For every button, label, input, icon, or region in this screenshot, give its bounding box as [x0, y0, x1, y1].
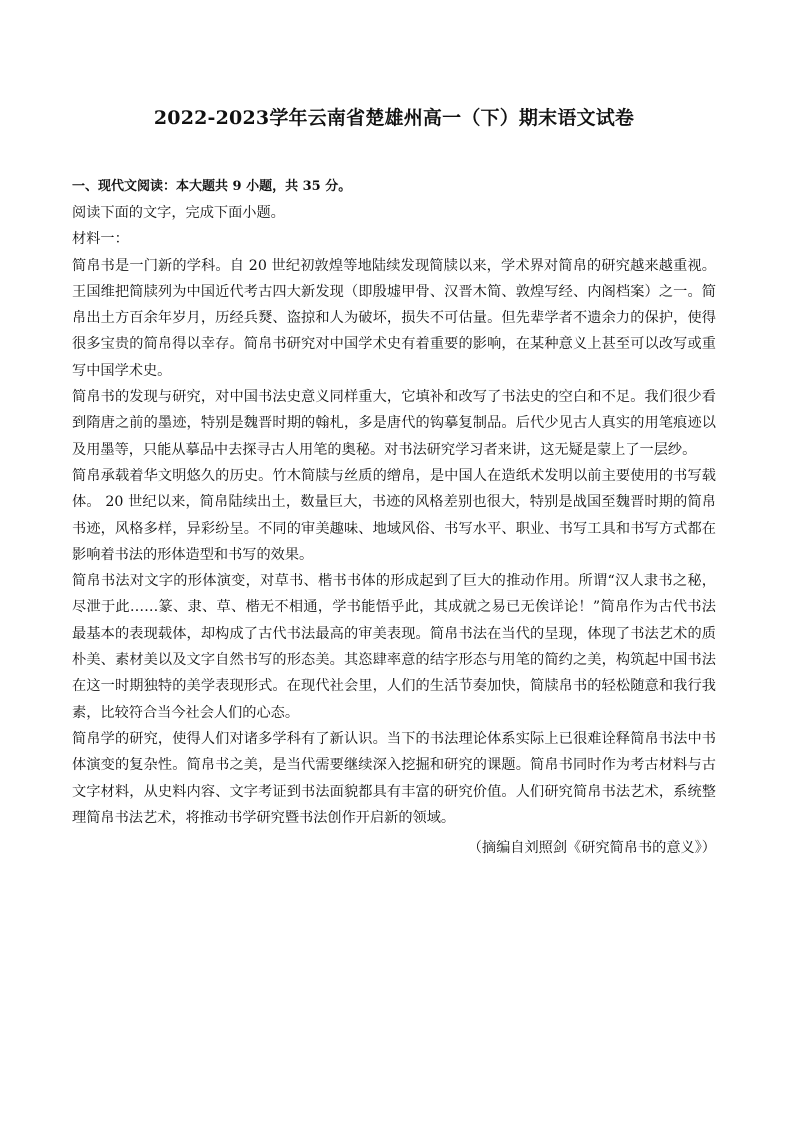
paragraph-2: 简帛书的发现与研究，对中国书法史意义同样重大，它填补和改写了书法史的空白和不足。我们很少看到隋唐之前的墨迹，特别是魏晋时期的翰札，多是唐代的钩摹复制品。后代少见古人真实的用笔痕迹以及用墨等，只能从摹品中去探寻古人用笔的奥秘。对书法研究学习者来讲，这无疑是蒙上了一层纱。 — [72, 389, 716, 458]
paragraph-1: 简帛书是一门新的学科。自 20 世纪初敦煌等地陆续发现简牍以来，学术界对简帛的研究越来越重视。王国维把简牍列为中国近代考古四大新发现（即殷墟甲骨、汉晋木简、敦煌写经、内阁档案）之一。简帛出土方百余年岁月，历经兵燹、盗掠和人为破坏，损失不可估量。但先辈学者不遗余力的保护，使得很多宝贵的简帛得以幸存。简帛书研究对中国学术史有着重要的影响，在某种意义上甚至可以改写或重写中国学术史。 — [72, 257, 716, 379]
paragraph-3: 简帛承载着华文明悠久的历史。竹木简牍与丝质的缯帛，是中国人在造纸术发明以前主要使用的书写载体。 20 世纪以来，简帛陆续出土，数量巨大，书迹的风格差别也很大，特别是战国至魏晋时期的简帛书迹，风格多样，异彩纷呈。不同的审美趣味、地域风俗、书写水平、职业、书写工具和书写方式都在影响着书法的形体造型和书写的效果。 — [72, 467, 716, 563]
paragraph-4: 简帛书法对文字的形体演变，对草书、楷书书体的形成起到了巨大的推动作用。所谓“汉人隶书之秘，尽泄于此……篆、隶、草、楷无不相通，学书能悟乎此，其成就之易已无俟详论！”简帛作为古代书法最基本的表现载体，却构成了古代书法最高的审美表现。简帛书法在当代的呈现，体现了书法艺术的质朴美、素材美以及文字自然书写的形态美。其恣肆率意的结字形态与用笔的简约之美，构筑起中国书法在这一时期独特的美学表现形式。在现代社会里，人们的生活节奏加快，简牍帛书的轻松随意和我行我素，比较符合当今社会人们的心态。 — [72, 573, 716, 721]
exam-title: 2022-2023学年云南省楚雄州高一（下）期末语文试卷 — [153, 107, 635, 129]
source-citation: （摘编自刘照剑《研究简帛书的意义》） — [467, 840, 716, 857]
material-label: 材料一： — [72, 231, 129, 248]
reading-instruction: 阅读下面的文字，完成下面小题。 — [72, 205, 285, 221]
paragraph-5: 简帛学的研究，使得人们对诸多学科有了新认识。当下的书法理论体系实际上已很难诠释简帛书法中书体演变的复杂性。简帛书之美，是当代需要继续深入挖掘和研究的课题。简帛书同时作为考古材料与古文字材料，从史料内容、文字考证到书法面貌都具有丰富的研究价值。人们研究简帛书法艺术，系统整理简帛书法艺术，将推动书学研究暨书法创作开启新的领域。 — [72, 730, 716, 826]
section-heading: 一、现代文阅读：本大题共 9 小题，共 35 分。 — [72, 179, 352, 194]
